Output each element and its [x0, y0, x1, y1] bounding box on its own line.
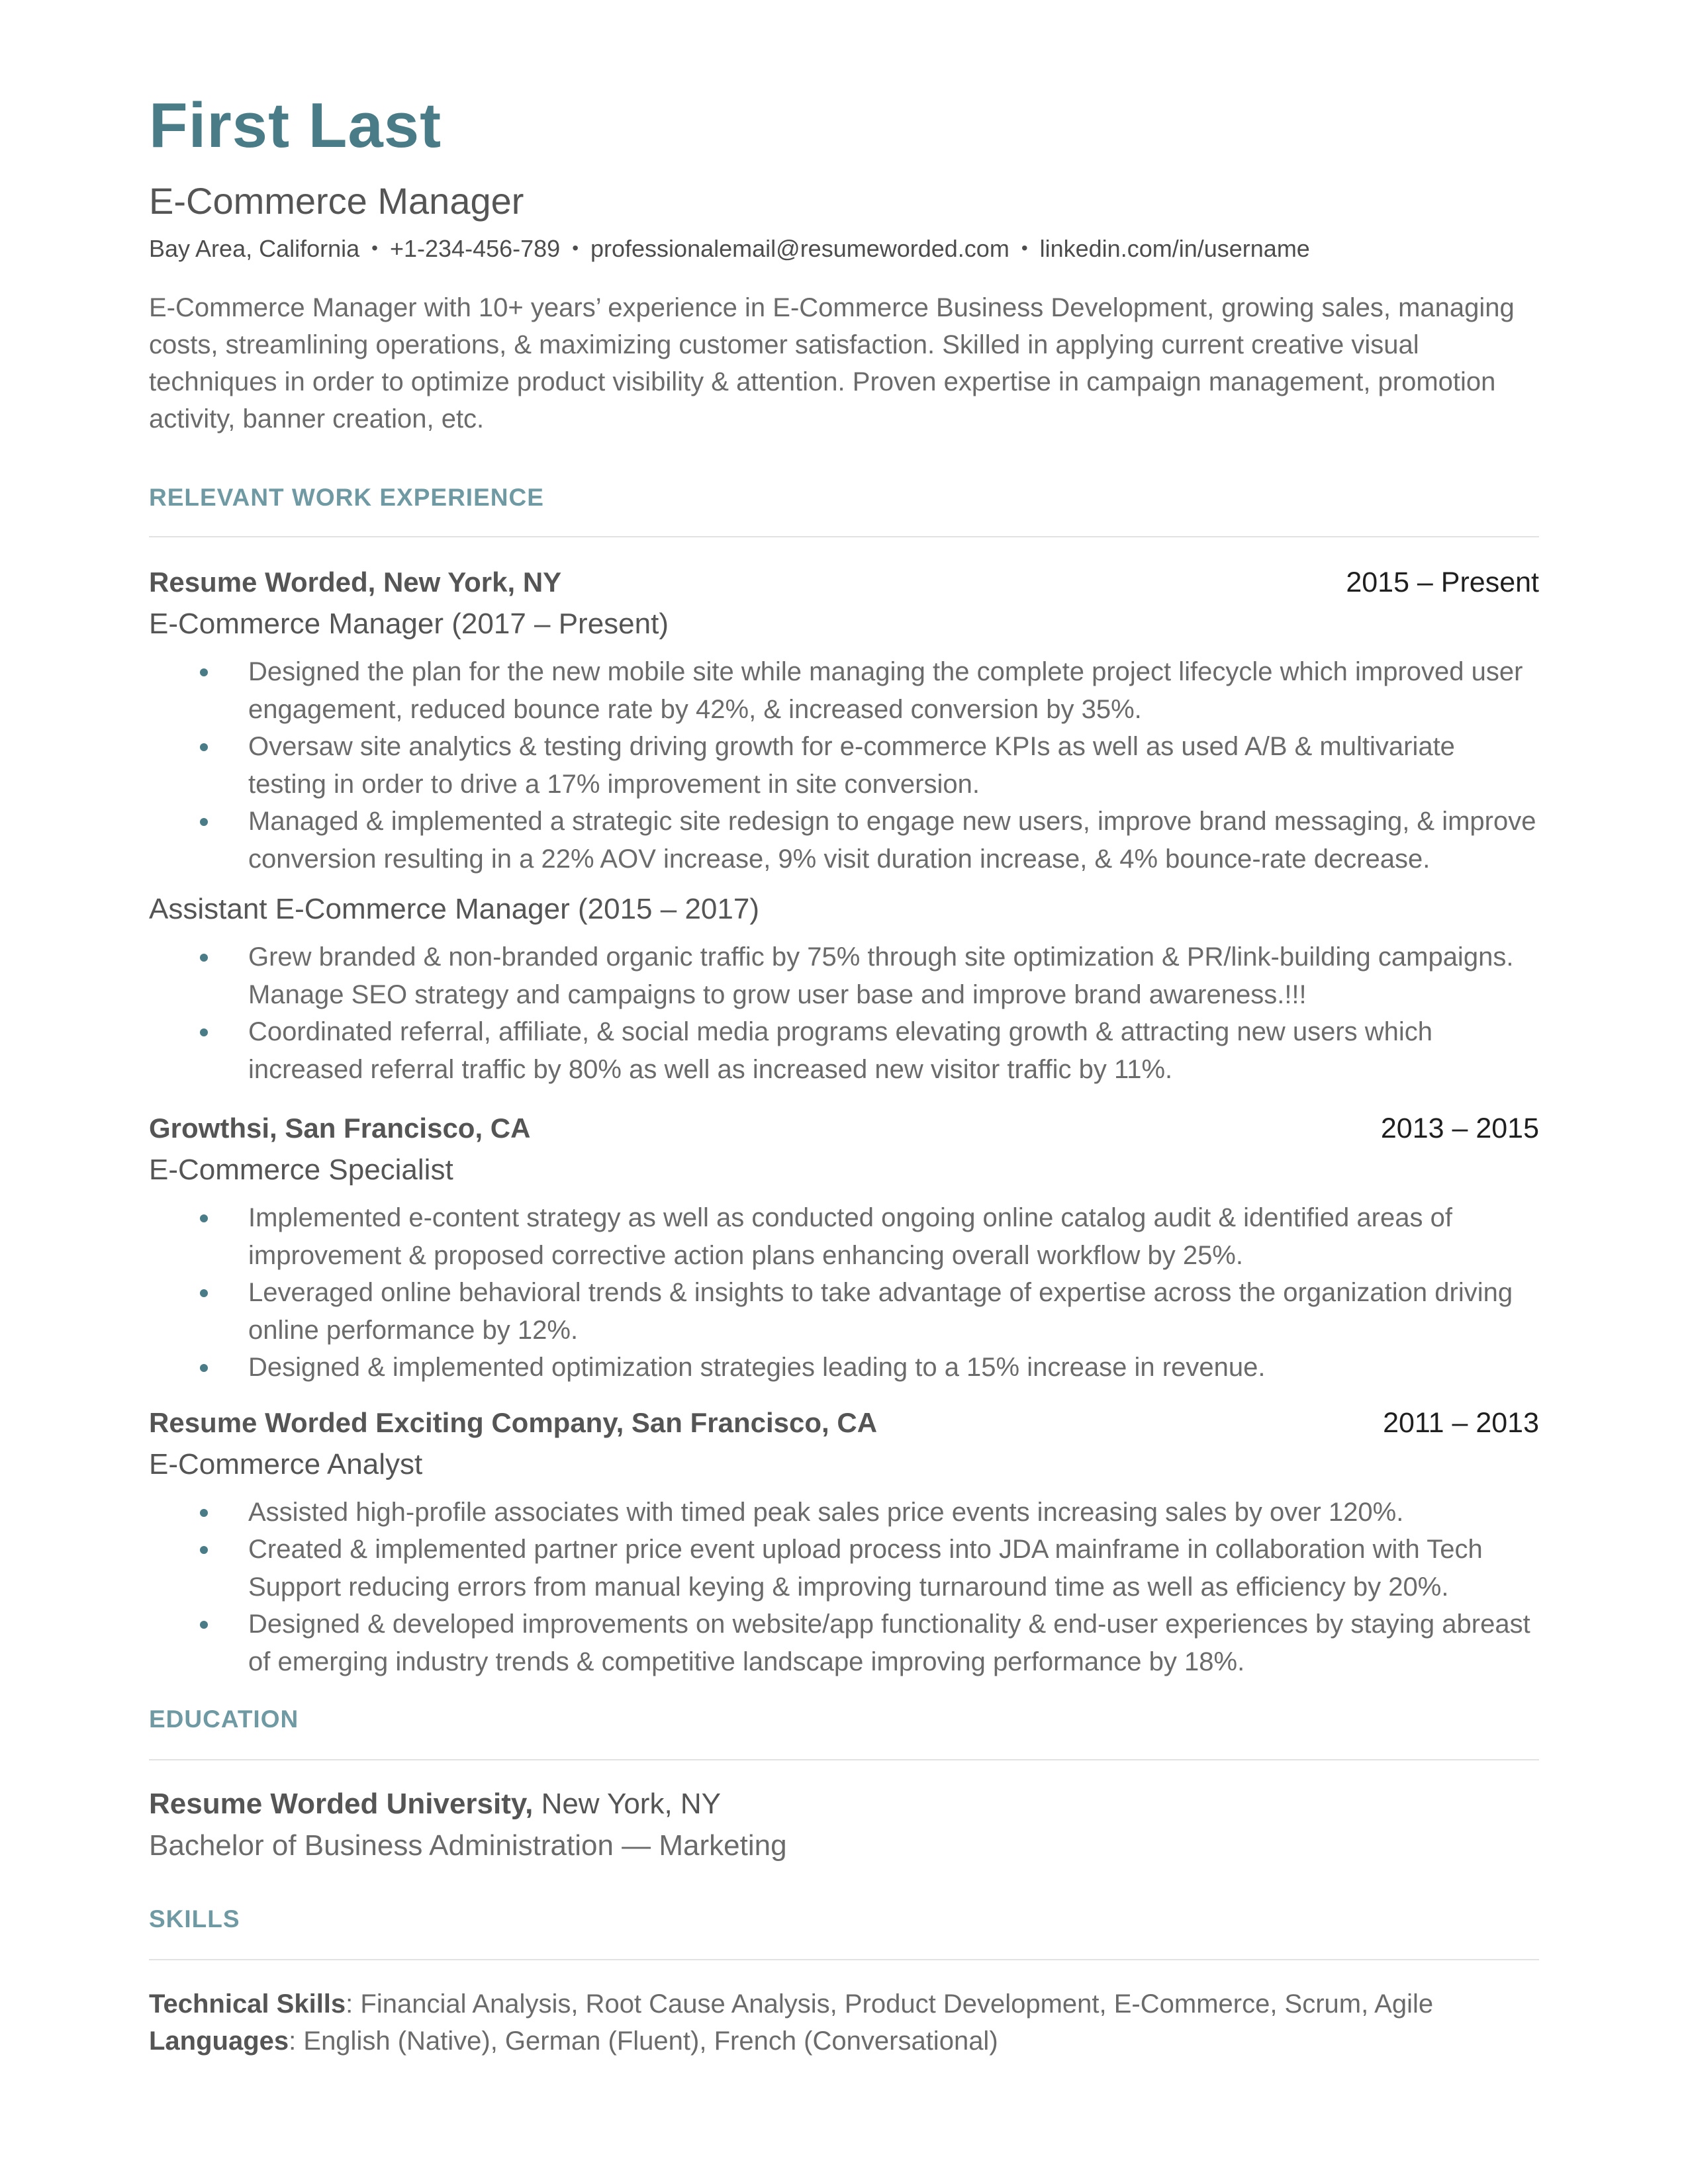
contact-separator: • [371, 238, 378, 258]
technical-skills-line [149, 1985, 1539, 2023]
bullet-icon [200, 668, 208, 676]
job-company: Growthsi, San Francisco, CA [149, 1113, 531, 1144]
bullet-text: Coordinated referral, affiliate, & social media programs elevating growth & attracting new users which increased referral traffic by 80% as well as increased new visitor traffic by 11%. [248, 1017, 1433, 1084]
candidate-title: E-Commerce Manager [149, 180, 524, 222]
languages-label: Languages [149, 2026, 289, 2056]
languages-line [149, 2023, 1539, 2060]
bullet-icon [200, 954, 208, 962]
list-item [149, 938, 1539, 1013]
list-item [149, 1494, 1539, 1531]
section-divider [149, 536, 1539, 537]
bullet-list [149, 1199, 1539, 1387]
bullet-icon [200, 1509, 208, 1517]
candidate-name: First Last [149, 90, 442, 161]
technical-skills-value: : Financial Analysis, Root Cause Analysis, Product Development, E-Commerce, Scrum, Agile [346, 1989, 1434, 2019]
technical-skills-label: Technical Skills [149, 1989, 346, 2019]
bullet-text: Created & implemented partner price event upload process into JDA mainframe in collaboration with Tech Support reducing errors from manual keying & improving turnaround time as well as efficiency by 20%. [248, 1535, 1483, 1602]
bullet-list [149, 938, 1539, 1088]
education-school-line [149, 1786, 1539, 1823]
bullet-icon [200, 1546, 208, 1554]
resume-page [149, 83, 1539, 2060]
contact-separator: • [572, 238, 579, 258]
job-dates: 2013 – 2015 [1380, 1113, 1539, 1144]
list-item [149, 1531, 1539, 1606]
job-role: E-Commerce Manager (2017 – Present) [149, 608, 669, 640]
bullet-icon [200, 1621, 208, 1629]
bullet-text: Designed & developed improvements on website/app functionality & end-user experiences by staying abreast of emerging industry trends & competitive landscape improving performance by 18%. [248, 1610, 1530, 1676]
languages-value: : English (Native), German (Fluent), French (Conversational) [289, 2026, 998, 2056]
bullet-text: Oversaw site analytics & testing driving growth for e-commerce KPIs as well as used A/B & multivariate testing in order to drive a 17% improvement in site conversion. [248, 732, 1455, 799]
bullet-text: Managed & implemented a strategic site redesign to engage new users, improve brand messaging, & improve conversion resulting in a 22% AOV increase, 9% visit duration increase, & 4% bounce-rate decrease. [248, 807, 1536, 874]
job-dates: 2011 – 2013 [1383, 1406, 1539, 1439]
education-location: New York, NY [541, 1788, 722, 1820]
contact-separator: • [1021, 238, 1028, 258]
list-item [149, 728, 1539, 803]
list-item [149, 1199, 1539, 1274]
list-item [149, 1274, 1539, 1349]
job-entry [149, 1406, 1539, 1681]
bullet-icon [200, 1289, 208, 1297]
contact-location: Bay Area, California [149, 235, 360, 262]
contact-email[interactable]: professionalemail@resumeworded.com [590, 235, 1009, 262]
list-item [149, 1349, 1539, 1387]
bullet-text: Assisted high-profile associates with timed peak sales price events increasing sales by over 120%. [248, 1497, 1404, 1527]
section-divider [149, 1959, 1539, 1960]
contact-linkedin[interactable]: linkedin.com/in/username [1039, 235, 1310, 262]
section-heading-experience: RELEVANT WORK EXPERIENCE [149, 484, 544, 511]
bullet-list [149, 653, 1539, 878]
job-role: Assistant E-Commerce Manager (2015 – 2017) [149, 893, 759, 925]
bullet-text: Implemented e-content strategy as well as conducted ongoing online catalog audit & identified areas of improvement & proposed corrective action plans enhancing overall workflow by 25%. [248, 1203, 1452, 1270]
job-entry [149, 566, 1539, 1088]
job-header [149, 1112, 1539, 1145]
bullet-icon [200, 1028, 208, 1036]
bullet-text: Leveraged online behavioral trends & insights to take advantage of expertise across the organization driving online performance by 12%. [248, 1278, 1513, 1345]
job-dates: 2015 – Present [1346, 567, 1539, 598]
section-heading-education: EDUCATION [149, 1706, 299, 1733]
list-item [149, 803, 1539, 878]
job-entry [149, 1112, 1539, 1387]
bullet-text: Designed & implemented optimization strategies leading to a 15% increase in revenue. [248, 1353, 1266, 1382]
education-degree: Bachelor of Business Administration — Marketing [149, 1829, 787, 1862]
job-role: E-Commerce Specialist [149, 1154, 453, 1186]
bullet-icon [200, 1214, 208, 1222]
list-item [149, 1013, 1539, 1088]
contact-phone[interactable]: +1-234-456-789 [389, 235, 561, 262]
list-item [149, 1606, 1539, 1680]
bullet-icon [200, 1364, 208, 1372]
bullet-text: Grew branded & non-branded organic traffic by 75% through site optimization & PR/link-building campaigns. Manage SEO strategy and campaigns to grow user base and improve brand awareness.!!! [248, 942, 1514, 1009]
section-heading-skills: SKILLS [149, 1905, 240, 1933]
job-header [149, 566, 1539, 599]
list-item [149, 653, 1539, 728]
summary-paragraph: E-Commerce Manager with 10+ years’ experience in E-Commerce Business Development, growing sales, managing costs, streamlining operations, & maximizing customer satisfaction. Skilled in applying current creative visual techniques in order to optimize product visibility & attention. Proven expertise in campaign management, promotion activity, banner creation, etc. [149, 293, 1515, 433]
contact-line [149, 237, 1539, 261]
section-divider [149, 1759, 1539, 1760]
bullet-icon [200, 818, 208, 826]
job-company: Resume Worded Exciting Company, San Francisco, CA [149, 1406, 878, 1438]
job-company: Resume Worded, New York, NY [149, 567, 562, 598]
job-header [149, 1406, 1539, 1439]
bullet-list [149, 1494, 1539, 1681]
job-role: E-Commerce Analyst [149, 1447, 423, 1480]
education-school: Resume Worded University, [149, 1788, 534, 1820]
bullet-text: Designed the plan for the new mobile site while managing the complete project lifecycle which improved user engagement, reduced bounce rate by 42%, & increased conversion by 35%. [248, 657, 1523, 724]
bullet-icon [200, 743, 208, 751]
